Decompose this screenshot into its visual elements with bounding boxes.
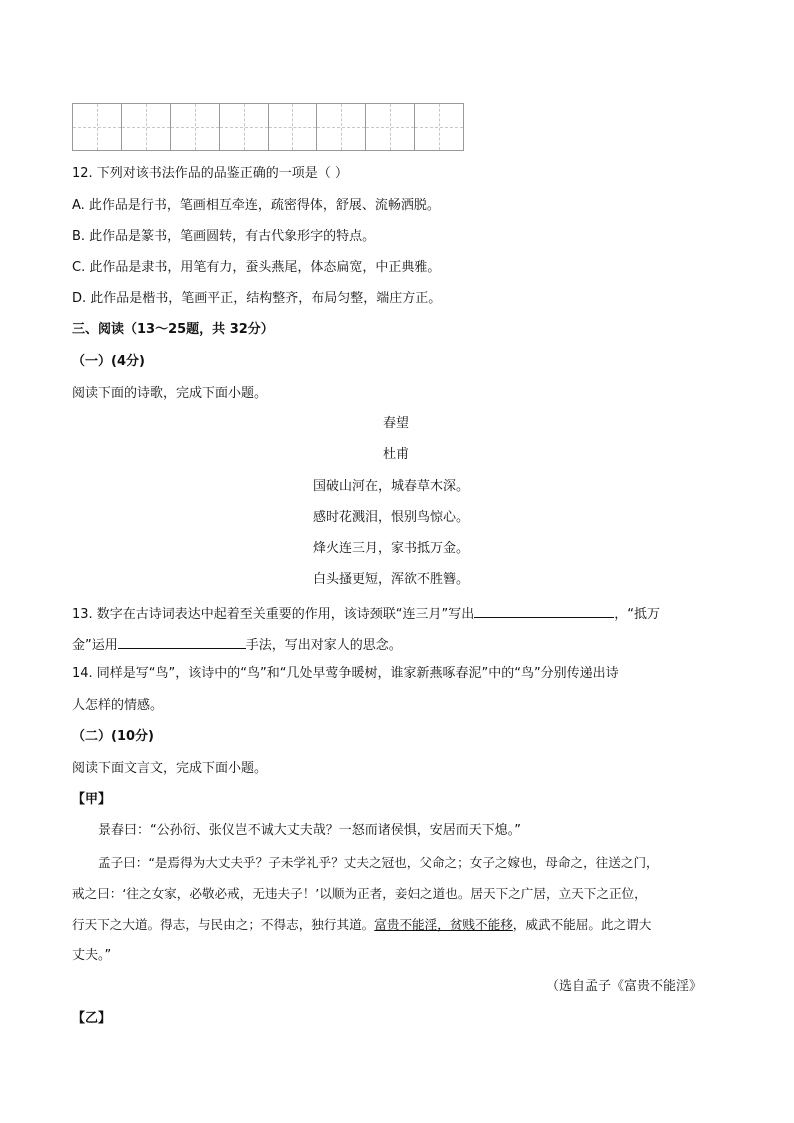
jia-label: 【甲】 bbox=[72, 792, 112, 807]
answer-blank[interactable] bbox=[118, 635, 246, 649]
answer-blank[interactable] bbox=[474, 604, 614, 618]
q13-text-a: 13. 数字在古诗词表达中起着至关重要的作用，该诗颈联“连三月”写出 bbox=[72, 607, 475, 622]
passage-p2-line4: 丈夫。” bbox=[72, 948, 112, 963]
poem-line: 白头搔更短，浑欲不胜簪。 bbox=[313, 572, 470, 587]
q12-option-d: D. 此作品是楷书，笔画平正，结构整齐，布局匀整，端庄方正。 bbox=[72, 291, 442, 306]
q13-line2 bbox=[72, 635, 402, 654]
passage-text: 行天下之大道。得志，与民由之；不得志，独行其道。 bbox=[72, 917, 375, 932]
q14-line1: 14. 同样是写“鸟”，该诗中的“鸟”和“几处早莺争暖树，谁家新燕啄春泥”中的“鸟”分别传递出诗 bbox=[72, 666, 619, 681]
grid-cell bbox=[415, 104, 463, 150]
q14-line2: 人怎样的情感。 bbox=[72, 698, 164, 713]
section3-title: 三、阅读（13～25题，共 32分） bbox=[72, 322, 274, 337]
passage-p2-line1: 孟子曰：“是焉得为大丈夫乎？子未学礼乎？丈夫之冠也，父命之；女子之嫁也，母命之，往送之门， bbox=[98, 855, 659, 870]
q12-option-b: B. 此作品是篆书，笔画圆转，有古代象形字的特点。 bbox=[72, 229, 376, 244]
yi-label: 【乙】 bbox=[72, 1011, 112, 1026]
grid-cell bbox=[366, 104, 415, 150]
grid-cell bbox=[171, 104, 220, 150]
passage-source: （选自孟子《富贵不能淫》 bbox=[546, 979, 703, 994]
grid-cell bbox=[269, 104, 318, 150]
q12-option-c: C. 此作品是隶书，用笔有力，蚕头燕尾，体态扁宽，中正典雅。 bbox=[72, 260, 441, 275]
passage-p2-line3 bbox=[72, 917, 651, 933]
part2-title: （二）(10分) bbox=[72, 729, 154, 744]
q13-text-d: 手法，写出对家人的思念。 bbox=[245, 638, 402, 653]
grid-cell bbox=[122, 104, 171, 150]
passage-p1: 景春曰：“公孙衍、张仪岂不诚大丈夫哉？一怒而诸侯惧，安居而天下熄。” bbox=[98, 823, 521, 838]
q12-option-a: A. 此作品是行书，笔画相互牵连，疏密得体，舒展、流畅洒脱。 bbox=[72, 198, 440, 213]
poem-title: 春望 bbox=[383, 416, 410, 431]
underlined-phrase: 富贵不能淫，贫贱不能移 bbox=[374, 917, 513, 932]
q13-text-c: 金”运用 bbox=[72, 638, 118, 653]
grid-cell bbox=[73, 104, 122, 150]
poem-line: 感时花溅泪，恨别鸟惊心。 bbox=[313, 510, 470, 525]
part1-title: （一）(4分) bbox=[72, 354, 145, 369]
q13-text-b: ，“抵万 bbox=[614, 607, 661, 622]
poem-author: 杜甫 bbox=[383, 447, 410, 462]
q12-stem: 12. 下列对该书法作品的品鉴正确的一项是（ ） bbox=[72, 166, 348, 181]
writing-grid bbox=[72, 103, 464, 151]
passage-p2-line2: 戒之曰：‘往之女家，必敬必戒，无违夫子！’以顺为正者，妾妇之道也。居天下之广居，立天下之正位， bbox=[72, 886, 647, 901]
grid-cell bbox=[317, 104, 366, 150]
part2-instruction: 阅读下面文言文，完成下面小题。 bbox=[72, 761, 268, 776]
passage-text: ，威武不能屈。此之谓大 bbox=[512, 917, 652, 932]
grid-cell bbox=[220, 104, 269, 150]
q13-line1 bbox=[72, 604, 660, 623]
poem-line: 烽火连三月，家书抵万金。 bbox=[313, 541, 470, 556]
part1-instruction: 阅读下面的诗歌，完成下面小题。 bbox=[72, 386, 268, 401]
poem-line: 国破山河在，城春草木深。 bbox=[313, 479, 470, 494]
